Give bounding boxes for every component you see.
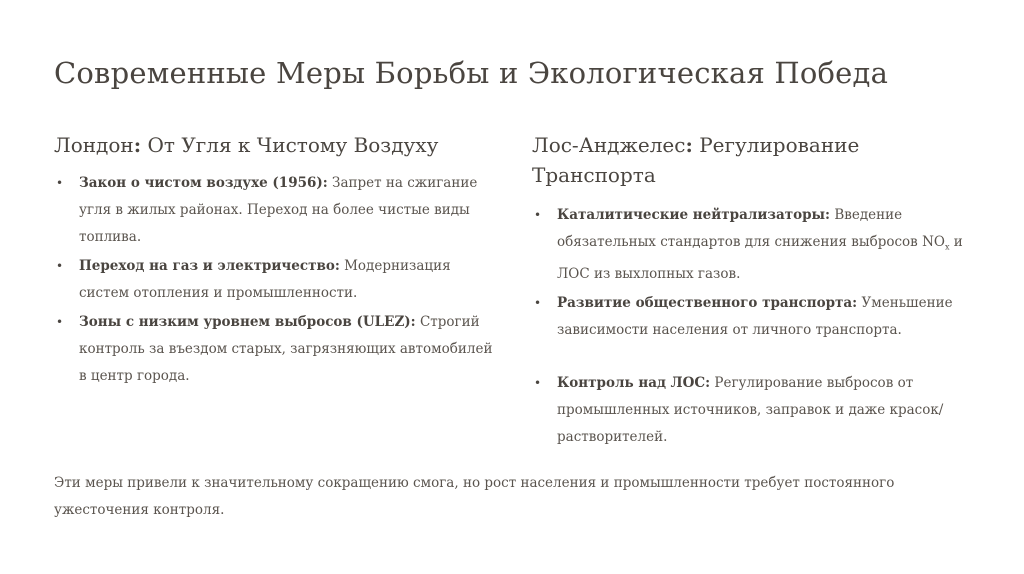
la-heading-colon: : — [685, 133, 693, 157]
item-text: Строгий контроль за въездом старых, загрязняющих автомобилей в центр города. — [79, 314, 493, 384]
list-item — [532, 370, 982, 451]
london-heading-subtitle: От Угля к Чистому Воздуху — [141, 133, 439, 157]
item-text: Уменьшение зависимости населения от личного транспорта. — [557, 294, 953, 338]
bullet-icon: • — [534, 375, 542, 390]
item-term: Переход на газ и электричество: — [79, 258, 340, 274]
item-text-after: и ЛОС из выхлопных газов. — [557, 234, 963, 282]
slide-title: Современные Меры Борьбы и Экологическая Победа — [54, 56, 889, 90]
la-heading — [532, 130, 982, 190]
list-item — [54, 309, 504, 390]
la-heading-city: Лос-Анджелес — [532, 133, 686, 157]
item-subscript: x — [944, 242, 950, 252]
item-text: Регулирование выбросов от промышленных источников, заправок и даже красок/растворителей. — [557, 374, 944, 445]
la-bullet-list — [532, 202, 982, 451]
list-item — [532, 202, 982, 288]
item-term: Зоны с низким уровнем выбросов (ULEZ): — [79, 314, 416, 330]
item-term: Развитие общественного транспорта: — [557, 294, 858, 311]
london-column — [54, 130, 504, 392]
item-text: Введение обязательных стандартов для снижения выбросов NO — [557, 207, 945, 250]
item-term: Закон о чистом воздухе (1956): — [79, 175, 328, 191]
bullet-icon: • — [56, 259, 64, 273]
list-item — [54, 253, 504, 307]
london-heading — [54, 130, 504, 160]
list-item — [532, 290, 982, 344]
london-heading-city: Лондон — [54, 133, 134, 157]
london-bullet-list — [54, 170, 504, 390]
los-angeles-column — [532, 130, 982, 453]
item-term: Каталитические нейтрализаторы: — [557, 207, 831, 223]
item-term: Контроль над ЛОС: — [557, 374, 711, 391]
la-heading-subtitle: Регулирование Транспорта — [532, 133, 860, 187]
item-text: Запрет на сжигание угля в жилых районах. Переход на более чистые виды топлива. — [79, 175, 478, 245]
list-item — [54, 170, 504, 251]
bullet-icon: • — [56, 176, 64, 190]
item-text: Модернизация систем отопления и промышленности. — [79, 258, 451, 301]
footer-summary: Эти меры привели к значительному сокращению смога, но рост населения и промышленности требует постоянного ужесточения контроля. — [54, 475, 895, 518]
bullet-icon: • — [56, 315, 64, 329]
bullet-icon: • — [534, 208, 542, 222]
london-heading-colon: : — [133, 133, 142, 157]
bullet-icon: • — [534, 295, 542, 310]
